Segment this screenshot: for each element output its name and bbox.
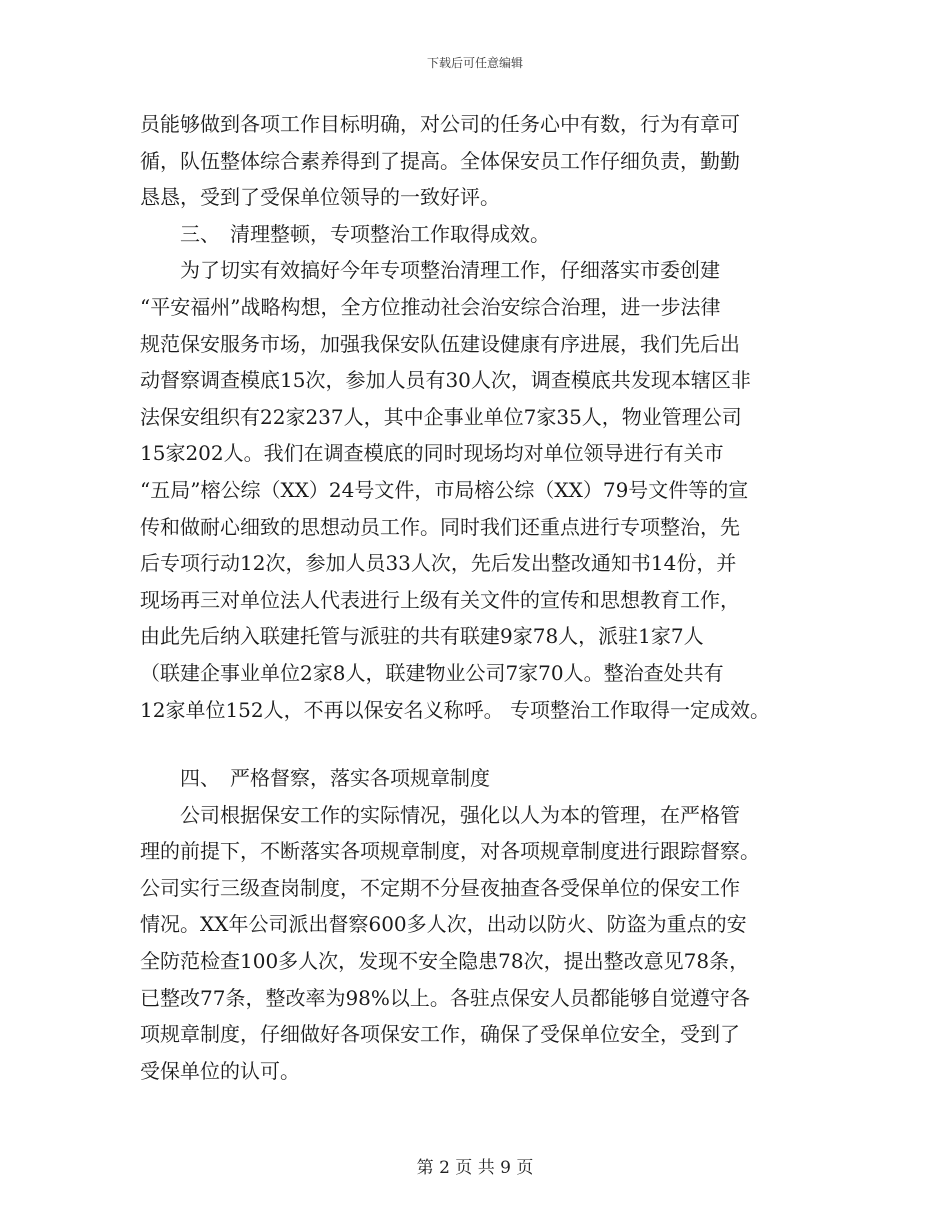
text-line: 15家202人。我们在调查模底的同时现场均对单位领导进行有关市 (140, 441, 724, 466)
paragraph-block-1 (140, 106, 860, 728)
section-heading-3: 三、 清理整顿，专项整治工作取得成效。 (140, 221, 550, 246)
text-line: 后专项行动12次，参加人员33人次，先后发出整改通知书14份，并 (140, 551, 737, 576)
section-heading-4: 四、 严格督察，落实各项规章制度 (140, 766, 490, 791)
text-line: “平安福州”战略构想，全方位推动社会治安综合治理，进一步法律 (140, 294, 721, 319)
page-number-footer: 第 2 页 共 9 页 (416, 1158, 534, 1178)
text-line: 公司实行三级查岗制度，不定期不分昼夜抽查各受保单位的保安工作 (140, 875, 740, 900)
text-line: 为了切实有效搞好今年专项整治清理工作，仔细落实市委创建 (140, 258, 720, 283)
text-line: 恳恳，受到了受保单位领导的一致好评。 (140, 185, 500, 210)
text-line: 由此先后纳入联建托管与派驻的共有联建9家78人，派驻1家7人 (140, 624, 704, 649)
text-line: 现场再三对单位法人代表进行上级有关文件的宣传和思想教育工作， (140, 587, 740, 612)
text-line: 全防范检查100多人次，发现不安全隐患78次，提出整改意见78条， (140, 949, 750, 974)
text-line: 已整改77条，整改率为98%以上。各驻点保安人员都能够自觉遵守各 (140, 985, 750, 1010)
text-line: 循，队伍整体综合素养得到了提高。全体保安员工作仔细负责，勤勤 (140, 148, 740, 173)
text-line: 情况。XX年公司派出督察600多人次，出动以防火、防盗为重点的安 (140, 912, 747, 937)
text-line: 项规章制度，仔细做好各项保安工作，确保了受保单位安全，受到了 (140, 1022, 740, 1047)
paragraph-block-2 (140, 760, 860, 1089)
text-line: 动督察调查模底15次，参加人员有30人次，调查模底共发现本辖区非 (140, 368, 751, 393)
text-line: 规范保安服务市场，加强我保安队伍建设健康有序进展，我们先后出 (140, 331, 740, 356)
paragraph-gap (140, 728, 860, 760)
text-line: 员能够做到各项工作目标明确，对公司的任务心中有数，行为有章可 (140, 112, 740, 136)
text-line: 法保安组织有22家237人，其中企事业单位7家35人，物业管理公司 (140, 404, 742, 429)
text-line: 受保单位的认可。 (140, 1058, 300, 1083)
text-line: “五局”榕公综（XX）24号文件，市局榕公综（XX）79号文件等的宣 (140, 477, 749, 502)
text-line: 公司根据保安工作的实际情况，强化以人为本的管理，在严格管 (140, 802, 740, 827)
page-header: 下载后可任意编辑 (426, 56, 523, 70)
text-line: （联建企事业单位2家8人，联建物业公司7家70人。整治查处共有 (140, 660, 724, 685)
text-line: 传和做耐心细致的思想动员工作。同时我们还重点进行专项整治，先 (140, 514, 740, 539)
text-line: 理的前提下，不断落实各项规章制度，对各项规章制度进行跟踪督察。 (140, 839, 760, 864)
text-line: 12家单位152人，不再以保安名义称呼。 专项整治工作取得一定成效。 (140, 697, 770, 722)
document-body (140, 106, 860, 1089)
